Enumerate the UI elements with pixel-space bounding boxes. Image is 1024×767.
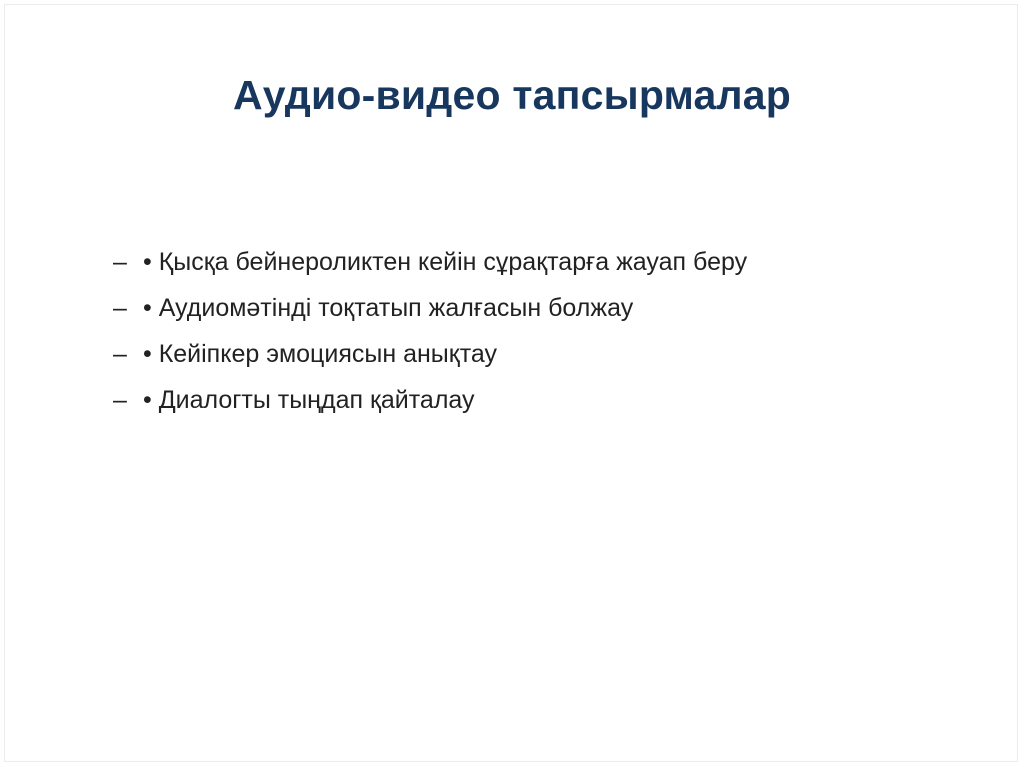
dash-marker: –: [113, 294, 127, 322]
dash-marker: –: [113, 248, 127, 276]
bullet-list: [113, 248, 747, 432]
dash-marker: –: [113, 340, 127, 368]
list-item: [113, 340, 747, 386]
list-item-text: • Кейіпкер эмоциясын анықтау: [143, 340, 497, 368]
dash-marker: –: [113, 386, 127, 414]
slide-title: Аудио-видео тапсырмалар: [232, 72, 792, 118]
list-item: [113, 248, 747, 294]
list-item-text: • Аудиомәтінді тоқтатып жалғасын болжау: [143, 294, 634, 322]
list-item-text: • Қысқа бейнероликтен кейін сұрақтарға жауап беру: [143, 248, 748, 276]
list-item: [113, 294, 747, 340]
list-item: [113, 386, 747, 432]
list-item-text: • Диалогты тыңдап қайталау: [143, 386, 475, 414]
